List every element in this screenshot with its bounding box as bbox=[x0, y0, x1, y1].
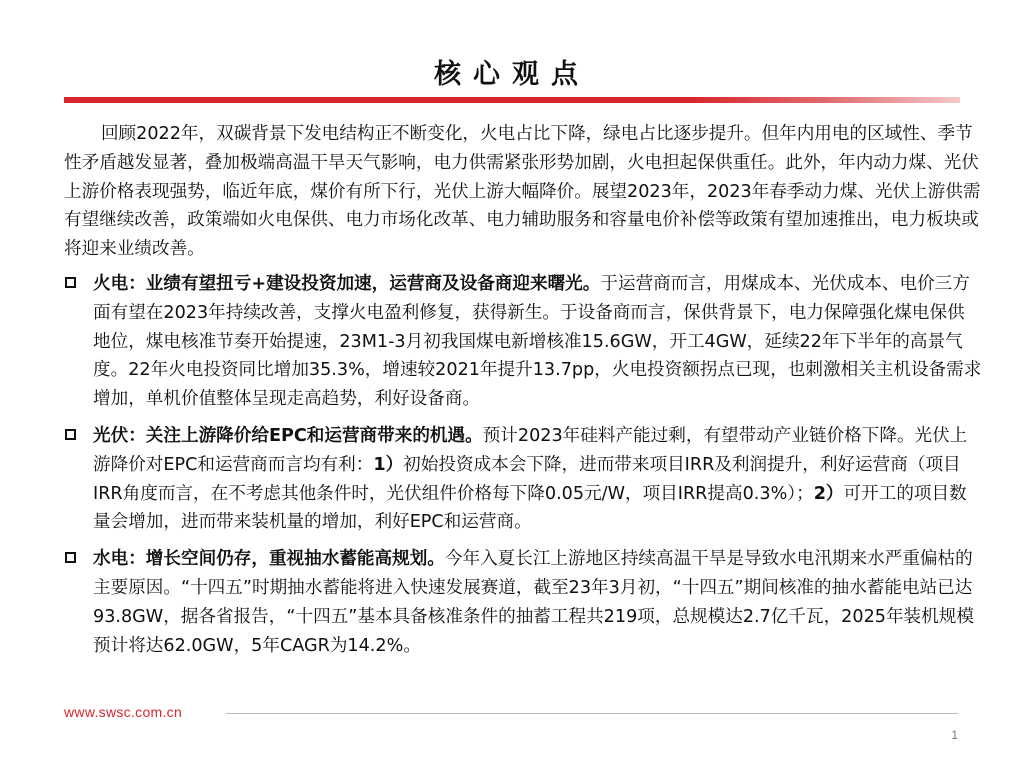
bullet-body: 可开工的项目数量会增加，进而带来装机量的增加，利好EPC和运营商。 bbox=[93, 483, 967, 533]
bullet-heading: 光伏：关注上游降价给EPC和运营商带来的机遇。 bbox=[93, 425, 483, 446]
footer-website-link[interactable]: www.swsc.com.cn bbox=[64, 704, 183, 720]
page-title: 核心观点 bbox=[434, 59, 590, 90]
bullet-body: 初始投资成本会下降，进而带来项目IRR及利润提升，利好运营商（项目IRR角度而言，在不考虑其他条件时，光伏组件价格每下降0.05元/W，项目IRR提高0.3%）； bbox=[93, 454, 961, 504]
bullet-body: 于运营商而言，用煤成本、光伏成本、电价三方面有望在2023年持续改善，支撑火电盈利修复，获得新生。于设备商而言，保供背景下，电力保障强化煤电保供地位，煤电核准节奏开始提速，23M1-3月初我国煤电新增核准15.6GW，开工4GW，延续22年下半年的高景气度。22年火电投资同比增加35.3%，增速较2021年提升13.7pp，火电投资额拐点已现，也刺激相关主机设备需求增加，单机价值整体呈现走高趋势，利好设备商。 bbox=[93, 273, 982, 410]
footer-divider bbox=[226, 713, 958, 714]
bullet-body: 预计2023年硅料产能过剩，有望带动产业链价格下降。光伏上游降价对EPC和运营商而言均有利： bbox=[93, 425, 968, 475]
main-content bbox=[64, 120, 982, 668]
square-bullet-icon bbox=[65, 552, 76, 563]
bullet-hydropower bbox=[64, 545, 982, 660]
square-bullet-icon bbox=[65, 429, 76, 440]
list-marker-1: 1） bbox=[373, 454, 404, 475]
bullet-photovoltaic bbox=[64, 422, 982, 537]
bullet-heading: 火电：业绩有望扭亏+建设投资加速，运营商及设备商迎来曙光。 bbox=[93, 273, 601, 294]
list-marker-2: 2） bbox=[813, 483, 844, 504]
square-bullet-icon bbox=[65, 277, 76, 288]
bullet-thermal-power bbox=[64, 270, 982, 414]
page-number: 1 bbox=[951, 728, 958, 742]
bullet-body: 今年入夏长江上游地区持续高温干旱是导致水电汛期来水严重偏枯的主要原因。“十四五”时期抽水蓄能将进入快速发展赛道，截至23年3月初，“十四五”期间核准的抽水蓄能电站已达93.8GW，据各省报告，“十四五”基本具备核准条件的抽蓄工程共219项，总规模达2.7亿千瓦，2025年装机规模预计将达62.0GW，5年CAGR为14.2%。 bbox=[93, 549, 974, 656]
title-underline-bar bbox=[64, 97, 960, 103]
intro-paragraph: 回顾2022年，双碳背景下发电结构正不断变化，火电占比下降，绿电占比逐步提升。但年内用电的区域性、季节性矛盾越发显著，叠加极端高温干旱天气影响，电力供需紧张形势加剧，火电担起保供重任。此外，年内动力煤、光伏上游价格表现强势，临近年底，煤价有所下行，光伏上游大幅降价。展望2023年，2023年春季动力煤、光伏上游供需有望继续改善，政策端如火电保供、电力市场化改革、电力辅助服务和容量电价补偿等政策有望加速推出，电力板块或将迎来业绩改善。 bbox=[64, 124, 981, 260]
bullet-heading: 水电：增长空间仍存，重视抽水蓄能高规划。 bbox=[93, 549, 445, 570]
